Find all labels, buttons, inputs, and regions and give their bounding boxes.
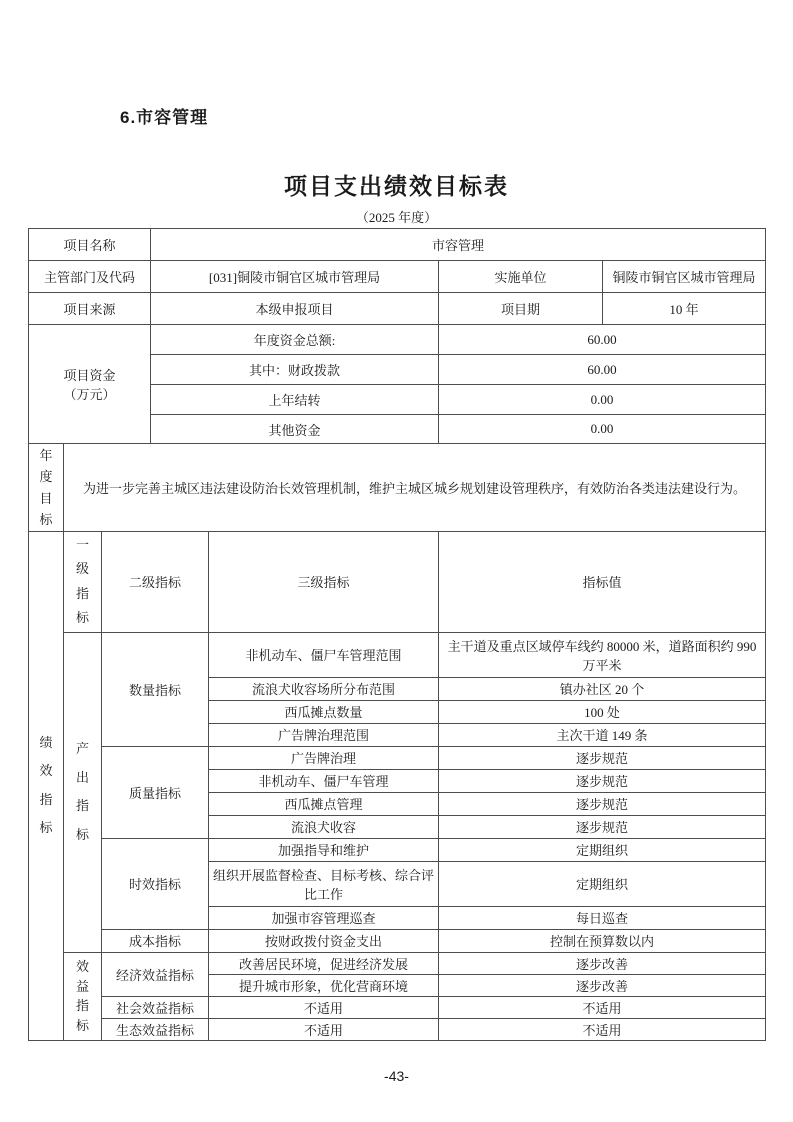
indicator-value: 逐步改善 — [439, 974, 766, 996]
indicator-name: 广告牌治理范围 — [209, 723, 439, 746]
level2-social: 社会效益指标 — [102, 996, 209, 1018]
indicator-name: 加强市容管理巡查 — [209, 906, 439, 929]
performance-target-table — [28, 228, 766, 1041]
indicator-value: 定期组织 — [439, 861, 766, 906]
funds-group-label-line1: 项目资金 — [63, 368, 116, 383]
row-department — [29, 261, 766, 293]
indicator-name: 流浪犬收容 — [209, 815, 439, 838]
funds-fiscal-value: 60.00 — [439, 355, 766, 385]
indicator-value: 100 处 — [439, 700, 766, 723]
funds-carryover-label: 上年结转 — [151, 385, 439, 415]
funds-fiscal-label: 其中：财政拨款 — [151, 355, 439, 385]
row-indicator — [29, 952, 766, 974]
indicator-name: 提升城市形象，优化营商环境 — [209, 974, 439, 996]
indicator-name: 广告牌治理 — [209, 746, 439, 769]
annual-goal-text: 为进一步完善主城区违法建设防治长效管理机制，维护主城区城乡规划建设管理秩序，有效防治各类违法建设行为。 — [64, 444, 766, 532]
indicator-value: 逐步规范 — [439, 792, 766, 815]
level1-benefit-text: 效益指标 — [75, 959, 89, 1033]
indicator-value: 逐步规范 — [439, 815, 766, 838]
level2-ecological: 生态效益指标 — [102, 1018, 209, 1040]
indicator-name: 非机动车、僵尸车管理 — [209, 769, 439, 792]
indicator-value: 控制在预算数以内 — [439, 929, 766, 952]
header-level3: 三级指标 — [209, 532, 439, 633]
row-annual-goal — [29, 444, 766, 532]
impl-unit-value: 铜陵市铜官区城市管理局 — [603, 261, 766, 293]
dept-label: 主管部门及代码 — [29, 261, 151, 293]
level2-quality: 质量指标 — [102, 746, 209, 838]
indicator-value: 每日巡查 — [439, 906, 766, 929]
indicator-value: 逐步规范 — [439, 746, 766, 769]
indicator-name: 改善居民环境，促进经济发展 — [209, 952, 439, 974]
indicator-value: 主干道及重点区域停车线约 80000 米，道路面积约 990万平米 — [439, 632, 766, 677]
funds-group-label-line2: （万元） — [63, 387, 116, 402]
funds-carryover-value: 0.00 — [439, 385, 766, 415]
row-funds-total — [29, 325, 766, 355]
indicator-name: 按财政拨付资金支出 — [209, 929, 439, 952]
indicator-value: 不适用 — [439, 996, 766, 1018]
indicator-name: 不适用 — [209, 1018, 439, 1040]
annual-goal-label — [29, 444, 64, 532]
header-level1 — [64, 532, 102, 633]
funds-other-label: 其他资金 — [151, 415, 439, 444]
perf-group-label-text: 绩效指标 — [39, 734, 53, 836]
row-indicator — [29, 838, 766, 861]
row-project-name — [29, 229, 766, 261]
indicator-name: 不适用 — [209, 996, 439, 1018]
level2-quantity: 数量指标 — [102, 632, 209, 746]
funds-total-label: 年度资金总额: — [151, 325, 439, 355]
period-label: 项目期 — [439, 293, 603, 325]
source-value: 本级申报项目 — [151, 293, 439, 325]
row-indicator — [29, 746, 766, 769]
level2-timeliness: 时效指标 — [102, 838, 209, 929]
funds-total-value: 60.00 — [439, 325, 766, 355]
indicator-value: 不适用 — [439, 1018, 766, 1040]
level1-output-text: 产出指标 — [75, 741, 89, 842]
source-label: 项目来源 — [29, 293, 151, 325]
row-indicator — [29, 929, 766, 952]
section-heading: 6.市容管理 — [120, 108, 209, 127]
indicator-name: 西瓜摊点数量 — [209, 700, 439, 723]
impl-unit-label: 实施单位 — [439, 261, 603, 293]
funds-group-label — [29, 325, 151, 444]
indicator-name: 组织开展监督检查、目标考核、综合评比工作 — [209, 861, 439, 906]
row-indicator — [29, 996, 766, 1018]
level1-benefit — [64, 952, 102, 1040]
header-level2: 二级指标 — [102, 532, 209, 633]
indicator-value: 逐步规范 — [439, 769, 766, 792]
indicator-value: 定期组织 — [439, 838, 766, 861]
row-indicator — [29, 1018, 766, 1040]
header-level1-text: 一级指标 — [75, 537, 89, 626]
funds-other-value: 0.00 — [439, 415, 766, 444]
indicator-value: 主次干道 149 条 — [439, 723, 766, 746]
indicator-name: 流浪犬收容场所分布范围 — [209, 677, 439, 700]
level2-cost: 成本指标 — [102, 929, 209, 952]
page-number: -43- — [384, 1068, 409, 1084]
project-name-label: 项目名称 — [29, 229, 151, 261]
level2-economic: 经济效益指标 — [102, 952, 209, 996]
indicator-value: 逐步改善 — [439, 952, 766, 974]
level1-output — [64, 632, 102, 952]
indicator-name: 非机动车、僵尸车管理范围 — [209, 632, 439, 677]
indicator-name: 西瓜摊点管理 — [209, 792, 439, 815]
period-value: 10 年 — [603, 293, 766, 325]
annual-goal-label-text: 年度目标 — [39, 448, 53, 527]
dept-value: [031]铜陵市铜官区城市管理局 — [151, 261, 439, 293]
perf-group-label — [29, 532, 64, 1041]
indicator-value: 镇办社区 20 个 — [439, 677, 766, 700]
doc-title: 项目支出绩效目标表 — [284, 173, 509, 199]
project-name-value: 市容管理 — [151, 229, 766, 261]
doc-subtitle: （2025 年度） — [355, 210, 438, 225]
indicator-name: 加强指导和维护 — [209, 838, 439, 861]
row-source — [29, 293, 766, 325]
row-indicator — [29, 632, 766, 677]
header-value: 指标值 — [439, 532, 766, 633]
row-indicator-header — [29, 532, 766, 633]
